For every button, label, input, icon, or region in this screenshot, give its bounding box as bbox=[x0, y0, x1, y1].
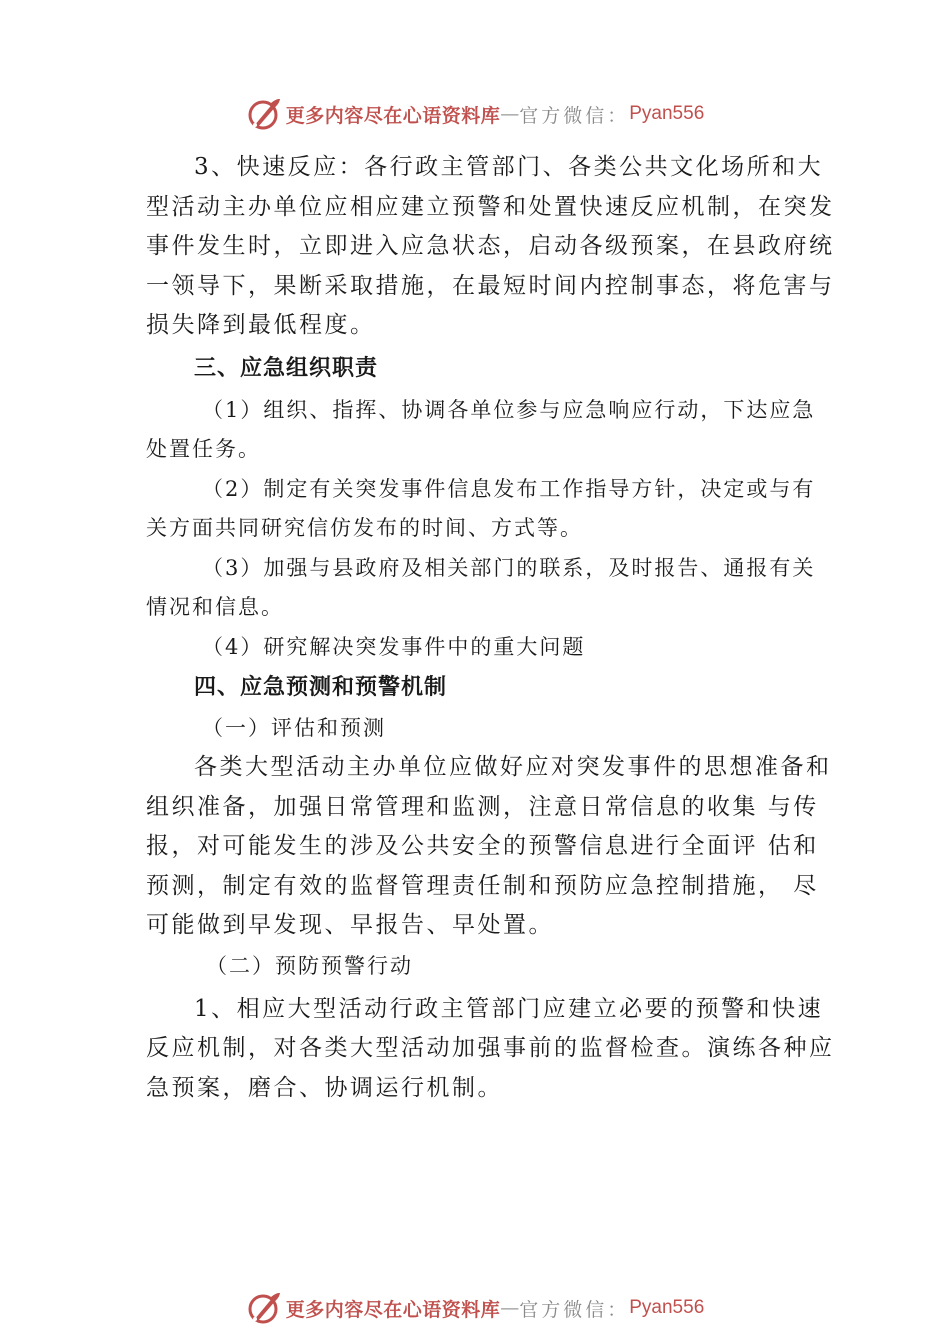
paragraph-assessment: 各类大型活动主办单位应做好应对突发事件的思想准备和组织准备，加强日常管理和监测，注意日常信息的收集 与传报，对可能发生的涉及公共安全的预警信息进行全面评 估和预测，制定有效的监督管理责任制和预防应急控制措施， 尽可能做到早发现、早报告、早处置。 bbox=[146, 754, 832, 938]
watermark-text: 更多内容尽在心语资料库 bbox=[285, 104, 501, 127]
watermark-text: 更多内容尽在心语资料库 bbox=[285, 1298, 501, 1321]
paragraph-quick-response: 3、快速反应：各行政主管部门、各类公共文化场所和大型活动主办单位应相应建立预警和处置快速反应机制，在突发事件发生时，立即进入应急状态，启动各级预案，在县政府统一领导下，果断采取措施，在最短时间内控制事态，将危害与损失降到最低程度。 bbox=[146, 154, 835, 338]
header-watermark bbox=[0, 94, 950, 134]
paragraph-prevention: 1、相应大型活动行政主管部门应建立必要的预警和快速反应机制，对各类大型活动加强事前的监督检查。演练各种应急预案，磨合、协调运行机制。 bbox=[146, 995, 835, 1101]
watermark-account: Pyan556 bbox=[629, 1297, 705, 1318]
duty-item-3: （3）加强与县政府及相关部门的联系，及时报告、通报有关情况和信息。 bbox=[146, 555, 816, 619]
watermark-account: Pyan556 bbox=[629, 103, 705, 124]
watermark-dash: — bbox=[500, 103, 520, 125]
duty-item-4: （4）研究解决突发事件中的重大问题 bbox=[202, 634, 586, 659]
quill-logo-icon bbox=[246, 1290, 282, 1326]
quill-logo-icon bbox=[246, 96, 282, 132]
watermark-channel: 官方微信： bbox=[519, 104, 630, 127]
footer-watermark bbox=[0, 1288, 950, 1328]
subheading-prevention: （二）预防预警行动 bbox=[206, 953, 413, 978]
watermark-dash: — bbox=[500, 1297, 520, 1319]
watermark-channel: 官方微信： bbox=[519, 1298, 630, 1321]
duty-item-2: （2）制定有关突发事件信息发布工作指导方针，决定或与有关方面共同研究信仿发布的时间、方式等。 bbox=[146, 476, 816, 540]
section-heading-forecast-warning: 四、应急预测和预警机制 bbox=[194, 675, 448, 700]
subheading-assessment: （一）评估和预测 bbox=[202, 716, 386, 740]
section-heading-organization-duties: 三、应急组织职责 bbox=[194, 355, 379, 381]
duty-item-1: （1）组织、指挥、协调各单位参与应急响应行动，下达应急处置任务。 bbox=[146, 397, 816, 461]
document-body bbox=[146, 148, 836, 1108]
